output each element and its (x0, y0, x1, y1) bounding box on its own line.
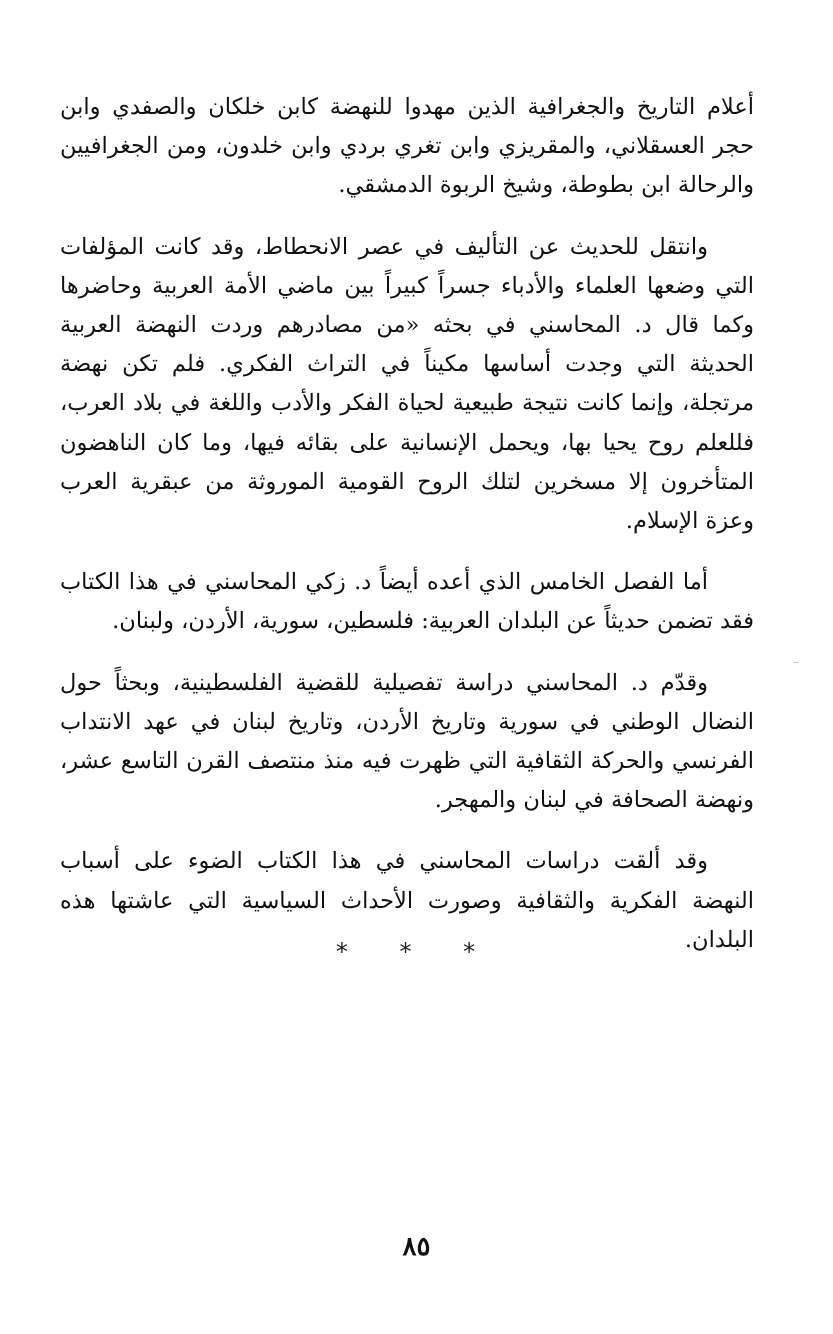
paragraph-2: وانتقل للحديث عن التأليف في عصر الانحطاط، وقد كانت المؤلفات التي وضعها العلماء والأدباء جسراً كبيراً بين ماضي الأمة العربية وحاضرها وكما قال د. المحاسني في بحثه «من مصادرهم وردت النهضة العربية الحديثة التي وجدت أساسها مكيناً في التراث الفكري. فلم تكن نهضة مرتجلة، وإنما كانت نتيجة طبيعية لحياة الفكر والأدب واللغة في بلاد العرب، فللعلم روح يحيا بها، ويحمل الإنسانية على بقائه فيها، وما كان الناهضون المتأخرون إلا مسخرين لتلك الروح القومية الموروثة من عبقرية العرب وعزة الإسلام. (60, 233, 754, 535)
paragraph-3: أما الفصل الخامس الذي أعده أيضاً د. زكي المحاسني في هذا الكتاب فقد تضمن حديثاً عن البلدان العربية: فلسطين، سورية، الأردن، ولبنان. (60, 569, 754, 635)
page-number: ٨٥ (402, 1232, 431, 1262)
paragraph-4: وقدّم د. المحاسني دراسة تفصيلية للقضية الفلسطينية، وبحثاً حول النضال الوطني في سورية وتاريخ الأردن، وتاريخ لبنان في عهد الانتداب الفرنسي والحركة الثقافية التي ظهرت فيه منذ منتصف القرن التاسع عشر، ونهضة الصحافة في لبنان والمهجر. (60, 669, 754, 814)
section-separator: * * * (335, 938, 498, 966)
page-body-text (60, 88, 754, 982)
paragraph-5: وقد ألقت دراسات المحاسني في هذا الكتاب الضوء على أسباب النهضة الفكرية والثقافية وصورت الأحداث السياسية التي عاشتها هذه البلدان. (60, 848, 754, 953)
margin-mark (793, 662, 799, 663)
paragraph-1: أعلام التاريخ والجغرافية الذين مهدوا للنهضة كابن خلكان والصفدي وابن حجر العسقلاني، والمقريزي وابن تغري بردي وابن خلدون، ومن الجغرافيين والرحالة ابن بطوطة، وشيخ الربوة الدمشقي. (60, 94, 754, 199)
